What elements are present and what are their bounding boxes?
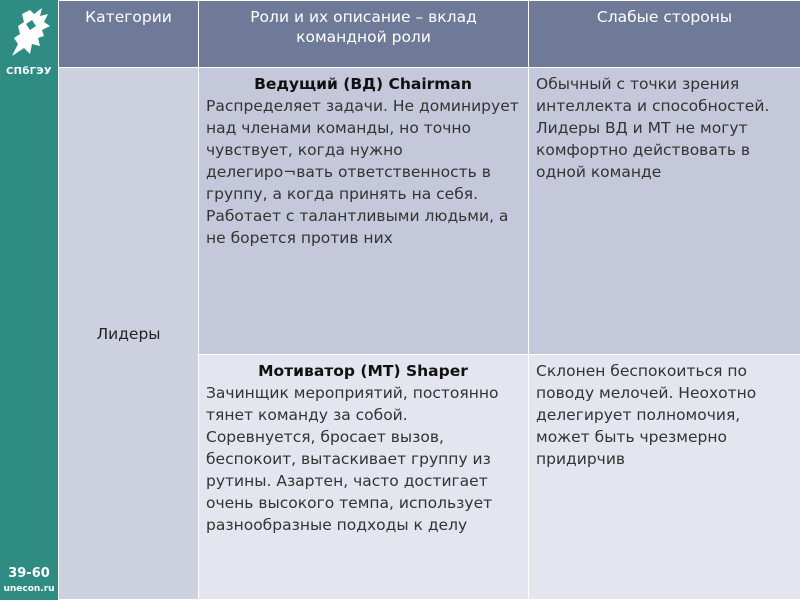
role-title: Ведущий (ВД) Chairman — [254, 75, 472, 93]
role-cell — [199, 68, 529, 355]
griffin-logo-icon — [4, 4, 54, 62]
roles-table — [58, 0, 800, 600]
header-category: Категории — [59, 1, 199, 68]
role-description: Распределяет задачи. Не доминирует над членами команды, но точно чувствует, когда нужно делегиро¬вать ответственность в группу, а когда принять на себя. Работает с талантливыми людьми, а не борется против них — [206, 97, 519, 247]
role-title: Мотиватор (МТ) Shaper — [258, 362, 468, 380]
weakness-cell: Обычный с точки зрения интеллекта и способностей. Лидеры ВД и МТ не могут комфортно действовать в одной команде — [529, 68, 800, 355]
role-cell — [199, 355, 529, 600]
header-roles: Роли и их описание – вклад командной роли — [199, 1, 529, 68]
header-weaknesses: Слабые стороны — [529, 1, 800, 68]
weakness-cell: Склонен беспокоиться по поводу мелочей. Неохотно делегирует полномочия, может быть чрезмерно придирчив — [529, 355, 800, 600]
table-row — [59, 68, 800, 355]
category-cell: Лидеры — [59, 68, 199, 600]
role-description: Зачинщик мероприятий, постоянно тянет команду за собой. Соревнуется, бросает вызов, беспокоит, вытаскивает группу из рутины. Азартен, часто достигает очень высокого темпа, использует разнообразные подходы к делу — [206, 384, 499, 534]
site-url: unecon.ru — [3, 584, 55, 594]
table-header-row — [59, 1, 800, 68]
slide-number: 39-60 — [8, 566, 50, 581]
logo-text: СПбГЭУ — [6, 66, 52, 77]
sidebar — [0, 0, 58, 600]
